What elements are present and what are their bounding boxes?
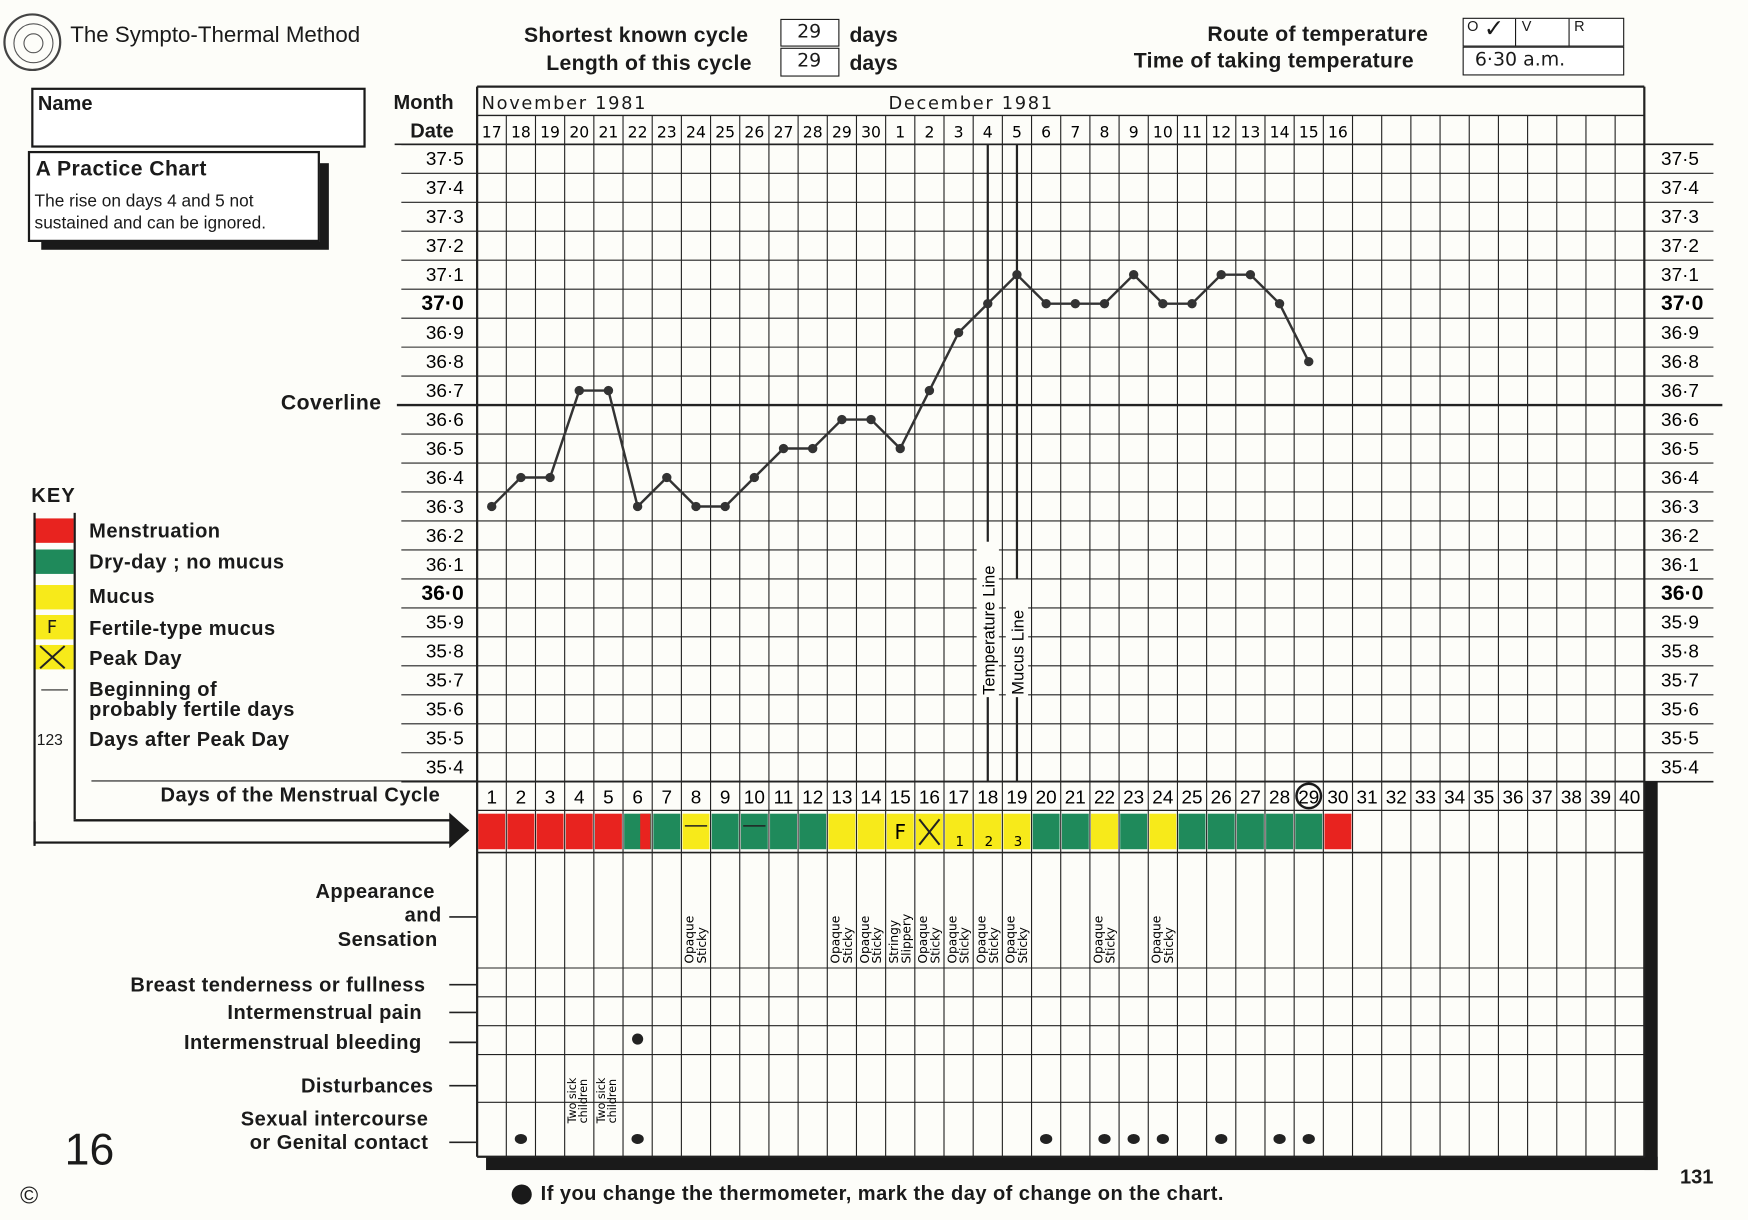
temperature-point — [954, 328, 963, 337]
time-label: Time of taking temperature — [1133, 49, 1414, 74]
y-tick-right: 35·9 — [1661, 612, 1699, 634]
date-tick: 30 — [861, 123, 881, 142]
practice-note: A Practice Chart The rise on days 4 and 5 not sustained and can be ignored. — [28, 151, 320, 242]
appearance-note: Sticky — [928, 927, 943, 964]
y-tick-left: 36·0 — [421, 581, 464, 605]
observation-cell-mucus — [828, 814, 855, 850]
temperature-point — [1217, 270, 1226, 279]
temperature-point — [1275, 299, 1284, 308]
cycle-day-number: 18 — [977, 787, 999, 809]
y-tick-left: 35·7 — [425, 670, 464, 692]
shortest-cycle-label: Shortest known cycle — [523, 24, 749, 48]
temperature-point — [633, 502, 642, 511]
key-title: KEY — [31, 483, 76, 507]
date-tick: 22 — [627, 123, 648, 142]
length-days-unit: days — [849, 52, 898, 76]
temperature-point — [1071, 299, 1080, 308]
y-tick-left: 35·4 — [425, 757, 464, 779]
observation-cell-menstruation — [595, 814, 622, 850]
cycle-day-number: 27 — [1239, 787, 1261, 809]
date-tick: 1 — [895, 123, 906, 142]
cycle-day-number: 4 — [573, 787, 585, 809]
name-field[interactable]: Name — [31, 88, 365, 148]
month-label: Month — [393, 91, 454, 114]
time-field[interactable]: 6·30 a.m. — [1463, 47, 1625, 76]
observation-cell-dry — [653, 814, 680, 850]
y-tick-right: 37·3 — [1661, 207, 1699, 229]
appearance-note: Sticky — [694, 927, 710, 964]
observation-cell-mucus — [683, 814, 710, 850]
y-tick-right: 36·7 — [1661, 380, 1699, 402]
route-field[interactable]: O ✓ V R — [1463, 18, 1625, 47]
y-tick-right: 36·9 — [1661, 323, 1699, 345]
temperature-point — [487, 502, 496, 511]
cycle-day-number: 35 — [1473, 787, 1495, 809]
y-tick-right: 37·0 — [1661, 292, 1704, 316]
date-tick: 7 — [1070, 123, 1081, 142]
y-tick-left: 36·5 — [425, 438, 464, 460]
y-tick-right: 35·4 — [1661, 757, 1699, 779]
cycle-day-number: 25 — [1181, 787, 1203, 809]
cycle-day-number: 31 — [1356, 787, 1378, 809]
intercourse-dot — [1128, 1134, 1140, 1144]
temperature-point — [750, 473, 759, 482]
shortest-cycle-field[interactable]: 29 — [780, 19, 839, 47]
appearance-note: Sticky — [1161, 927, 1176, 964]
y-tick-left: 36·8 — [425, 352, 464, 373]
route-label: Route of temperature — [1207, 23, 1429, 47]
cycle-day-number: 33 — [1414, 787, 1437, 809]
y-tick-left: 37·0 — [421, 292, 464, 316]
appearance-note: Slippery — [899, 913, 914, 964]
cycle-day-number: 7 — [661, 787, 673, 809]
y-tick-right: 35·7 — [1661, 670, 1699, 692]
date-tick: 8 — [1099, 123, 1110, 142]
cycle-length-field[interactable]: 29 — [780, 48, 839, 77]
date-tick: 21 — [598, 123, 619, 142]
observation-cell-menstruation — [537, 814, 564, 850]
date-tick: 11 — [1182, 123, 1202, 142]
y-tick-left: 37·5 — [425, 149, 464, 171]
temperature-point — [925, 386, 934, 395]
intercourse-dot — [1273, 1134, 1285, 1144]
cycle-day-number: 23 — [1123, 787, 1145, 809]
cycle-day-number: 10 — [743, 787, 765, 809]
cycle-day-number: 26 — [1210, 787, 1232, 809]
observation-cell-dry — [799, 814, 826, 850]
temperature-point — [516, 473, 525, 482]
cycle-day-number: 32 — [1385, 787, 1407, 809]
thermometer-note: If you change the thermometer, mark the day of change on the chart. — [540, 1182, 1224, 1205]
date-tick: 29 — [831, 123, 852, 142]
date-tick: 23 — [656, 123, 677, 142]
intercourse-label-2: or Genital contact — [249, 1131, 429, 1154]
key-label-days-after: Days after Peak Day — [89, 728, 290, 751]
temperature-point — [1129, 270, 1138, 279]
temperature-point — [1246, 270, 1255, 279]
date-tick: 9 — [1128, 123, 1139, 142]
cycle-day-number: 38 — [1560, 787, 1582, 809]
key-days-after-symbol: 123 — [36, 730, 63, 749]
date-tick: 13 — [1240, 123, 1261, 142]
cycle-day-number: 2 — [515, 787, 527, 809]
key-label-peak: Peak Day — [89, 647, 183, 670]
cycle-day-number: 21 — [1064, 787, 1086, 809]
date-tick: 4 — [982, 123, 993, 142]
temperature-point — [1304, 357, 1313, 366]
observation-cell-mucus — [858, 814, 885, 850]
cycle-day-number: 36 — [1502, 787, 1524, 809]
key-label-mucus: Mucus — [89, 585, 155, 608]
date-tick: 27 — [773, 123, 794, 142]
month-december: December 1981 — [888, 92, 1054, 114]
observation-cell-menstruation — [1324, 814, 1351, 850]
cycle-day-number: 34 — [1444, 787, 1466, 809]
cycle-day-number: 30 — [1327, 787, 1349, 809]
cycle-day-number: 5 — [603, 787, 614, 809]
y-tick-right: 36·4 — [1661, 467, 1699, 489]
intercourse-dot — [631, 1134, 643, 1144]
y-tick-left: 36·1 — [425, 554, 464, 576]
y-tick-right: 35·6 — [1661, 699, 1699, 721]
bleeding-dot — [632, 1033, 643, 1044]
days-after-peak-number: 2 — [984, 834, 994, 850]
frame-shadow-right — [1644, 782, 1657, 1171]
y-tick-right: 36·0 — [1661, 581, 1704, 605]
y-tick-left: 36·9 — [425, 323, 464, 345]
cycle-day-number: 1 — [486, 787, 497, 809]
temperature-point — [983, 299, 992, 308]
date-tick: 2 — [924, 123, 935, 142]
intercourse-dot — [1303, 1134, 1315, 1144]
appearance-note: Sticky — [840, 927, 855, 964]
temperature-point — [662, 473, 671, 482]
y-tick-right: 36·3 — [1661, 496, 1699, 518]
page-number-left: 16 — [64, 1125, 115, 1175]
copyright-mark: © — [20, 1181, 39, 1209]
bleeding-label: Intermenstrual bleeding — [183, 1031, 422, 1054]
y-tick-right: 35·5 — [1661, 728, 1699, 750]
observation-cell-dry — [1295, 814, 1322, 850]
appearance-note: Opaque — [916, 915, 931, 964]
cycle-day-number: 15 — [889, 787, 911, 809]
appearance-note: Opaque — [857, 915, 872, 964]
date-tick: 17 — [481, 123, 502, 142]
key-label-beginning-2: probably fertile days — [89, 698, 295, 721]
disturbance-note: children — [577, 1078, 591, 1124]
y-tick-right: 36·5 — [1661, 438, 1699, 460]
date-tick: 28 — [802, 123, 823, 142]
days-after-peak-number: 1 — [955, 834, 964, 850]
y-tick-left: 35·6 — [425, 699, 464, 721]
observation-cell-dry — [741, 814, 768, 850]
cycle-day-number: 20 — [1035, 787, 1057, 809]
page-title: The Sympto-Thermal Method — [70, 23, 361, 48]
date-tick: 26 — [744, 123, 765, 142]
appearance-note: Sticky — [986, 927, 1001, 964]
y-tick-left: 37·2 — [425, 236, 464, 258]
cycle-day-number: 22 — [1093, 787, 1116, 809]
y-tick-right: 37·1 — [1661, 265, 1699, 287]
observation-cell-menstruation — [566, 814, 593, 850]
cycle-day-number: 8 — [690, 787, 702, 809]
temperature-point — [896, 444, 905, 453]
appearance-note: Opaque — [974, 915, 989, 964]
cycle-day-number: 39 — [1590, 787, 1612, 809]
cycle-length-label: Length of this cycle — [546, 52, 752, 76]
temperature-point — [1100, 299, 1109, 308]
date-tick: 25 — [715, 123, 736, 142]
days-after-peak-number: 3 — [1013, 834, 1023, 850]
temperature-point — [837, 415, 846, 424]
appearance-note: Stringy — [886, 919, 902, 964]
date-tick: 6 — [1041, 123, 1052, 142]
cycle-day-number: 19 — [1006, 787, 1028, 809]
observation-cell-dry — [1179, 814, 1206, 850]
observation-cell-dry — [1062, 814, 1089, 850]
temperature-line-label: Temperature Line — [979, 565, 999, 695]
intercourse-dot — [1215, 1134, 1227, 1144]
date-tick: 3 — [953, 123, 964, 142]
mucus-line-label: Mucus Line — [1008, 609, 1028, 695]
disturbance-note: children — [606, 1078, 620, 1124]
temperature-point — [545, 473, 554, 482]
temperature-point — [779, 444, 788, 453]
appearance-note: Sticky — [1103, 927, 1118, 964]
cycle-day-number: 37 — [1531, 787, 1553, 809]
cycle-day-number: 17 — [948, 787, 970, 809]
cycle-day-number: 13 — [831, 787, 853, 809]
cycle-day-number: 3 — [544, 787, 556, 809]
disturbances-label: Disturbances — [300, 1074, 434, 1097]
date-tick: 14 — [1269, 123, 1290, 142]
date-tick: 16 — [1328, 123, 1348, 142]
observation-cell-dry — [1033, 814, 1060, 850]
cycle-day-number: 24 — [1152, 787, 1174, 809]
observation-cell-dry — [770, 814, 797, 850]
date-tick: 10 — [1152, 123, 1173, 142]
temperature-point — [1187, 299, 1196, 308]
frame-shadow-bottom — [486, 1157, 1658, 1170]
cycle-day-number: 29 — [1298, 787, 1320, 809]
y-tick-left: 36·6 — [425, 409, 464, 431]
date-tick: 18 — [510, 123, 531, 142]
observation-cell-menstruation — [507, 814, 534, 850]
y-tick-left: 36·3 — [425, 496, 464, 518]
date-label: Date — [410, 119, 454, 143]
intercourse-label: Sexual intercourse — [240, 1107, 429, 1131]
intercourse-dot — [515, 1134, 527, 1144]
temperature-series — [492, 275, 1309, 507]
cycle-day-number: 12 — [802, 787, 824, 809]
page-number-right: 131 — [1679, 1165, 1714, 1188]
temperature-point — [808, 444, 817, 453]
cycle-day-number: 6 — [632, 787, 643, 809]
key-label-beginning: Beginning of — [89, 678, 218, 701]
breast-label: Breast tenderness or fullness — [130, 973, 426, 996]
days-of-cycle-label: Days of the Menstrual Cycle — [160, 783, 441, 806]
y-tick-left: 37·3 — [425, 207, 464, 229]
cycle-day-number: 11 — [773, 787, 794, 809]
y-tick-left: 37·1 — [425, 265, 464, 287]
appearance-label-3: Sensation — [337, 928, 438, 951]
y-tick-right: 36·6 — [1661, 409, 1699, 431]
date-tick: 24 — [686, 123, 706, 142]
key-label-fertile: Fertile-type mucus — [89, 617, 276, 640]
y-tick-left: 35·9 — [425, 612, 464, 634]
temperature-point — [1012, 270, 1021, 279]
y-tick-left: 36·7 — [425, 380, 464, 402]
y-tick-right: 37·2 — [1661, 236, 1699, 258]
date-tick: 20 — [569, 123, 590, 142]
observation-cell-mucus — [1149, 814, 1176, 850]
y-tick-right: 35·8 — [1661, 641, 1699, 663]
appearance-label-2: and — [404, 903, 442, 926]
appearance-note: Opaque — [1003, 915, 1018, 964]
appearance-note: Opaque — [1149, 915, 1164, 964]
date-tick: 15 — [1298, 123, 1319, 142]
date-tick: 19 — [540, 123, 561, 142]
appearance-note: Opaque — [945, 915, 960, 964]
y-tick-left: 35·8 — [425, 641, 464, 663]
y-tick-left: 36·2 — [425, 525, 464, 547]
date-tick: 5 — [1011, 123, 1022, 142]
appearance-note: Sticky — [957, 927, 972, 964]
cycle-day-number: 14 — [860, 787, 882, 809]
key-label-dry: Dry-day ; no mucus — [89, 550, 285, 573]
intercourse-dot — [1040, 1134, 1052, 1144]
appearance-label: Appearance — [315, 880, 435, 903]
key-swatch-fertile: F — [33, 615, 73, 639]
observation-cell-dry — [1237, 814, 1264, 850]
temperature-point — [575, 386, 584, 395]
temperature-point — [1158, 299, 1167, 308]
y-tick-right: 37·4 — [1661, 178, 1699, 200]
y-tick-left: 35·5 — [425, 728, 464, 750]
key-label-menstruation: Menstruation — [89, 519, 221, 542]
appearance-note: Opaque — [1091, 915, 1106, 964]
appearance-note: Opaque — [828, 915, 843, 964]
observation-cell-dry — [1266, 814, 1293, 850]
temperature-point — [866, 415, 875, 424]
y-tick-right: 36·1 — [1661, 554, 1699, 576]
y-tick-left: 37·4 — [425, 178, 464, 200]
observation-cell-menstruation — [478, 814, 505, 850]
intercourse-dot — [1157, 1134, 1169, 1144]
disturbance-note: Two sick — [565, 1077, 579, 1124]
fertile-mark: F — [894, 820, 907, 845]
temperature-point — [720, 502, 729, 511]
cycle-day-number: 28 — [1269, 787, 1291, 809]
temperature-point — [604, 386, 613, 395]
y-tick-right: 37·5 — [1661, 149, 1699, 171]
cycle-day-number: 40 — [1619, 787, 1641, 809]
observation-cell-dry — [1208, 814, 1235, 850]
temperature-point — [1041, 299, 1050, 308]
cycle-day-number: 16 — [918, 787, 940, 809]
date-tick: 12 — [1211, 123, 1232, 142]
appearance-note: Sticky — [1015, 927, 1030, 964]
appearance-note: Sticky — [870, 927, 885, 964]
month-november: November 1981 — [481, 92, 648, 114]
intercourse-dot — [1098, 1134, 1110, 1144]
shortest-days-unit: days — [849, 24, 898, 48]
observation-cell-menstruation — [640, 814, 650, 850]
disturbance-note: Two sick — [595, 1077, 609, 1124]
observation-cell-dry — [1120, 814, 1147, 850]
y-tick-left: 36·4 — [425, 467, 464, 489]
observation-cell-mucus — [1091, 814, 1118, 850]
observation-cell-dry — [712, 814, 739, 850]
coverline-label: Coverline — [280, 391, 382, 416]
cycle-day-number: 9 — [719, 787, 731, 809]
temperature-point — [691, 502, 700, 511]
y-tick-right: 36·8 — [1661, 352, 1699, 373]
pain-label: Intermenstrual pain — [227, 1001, 423, 1024]
y-tick-right: 36·2 — [1661, 525, 1699, 547]
appearance-note: Opaque — [682, 915, 697, 964]
